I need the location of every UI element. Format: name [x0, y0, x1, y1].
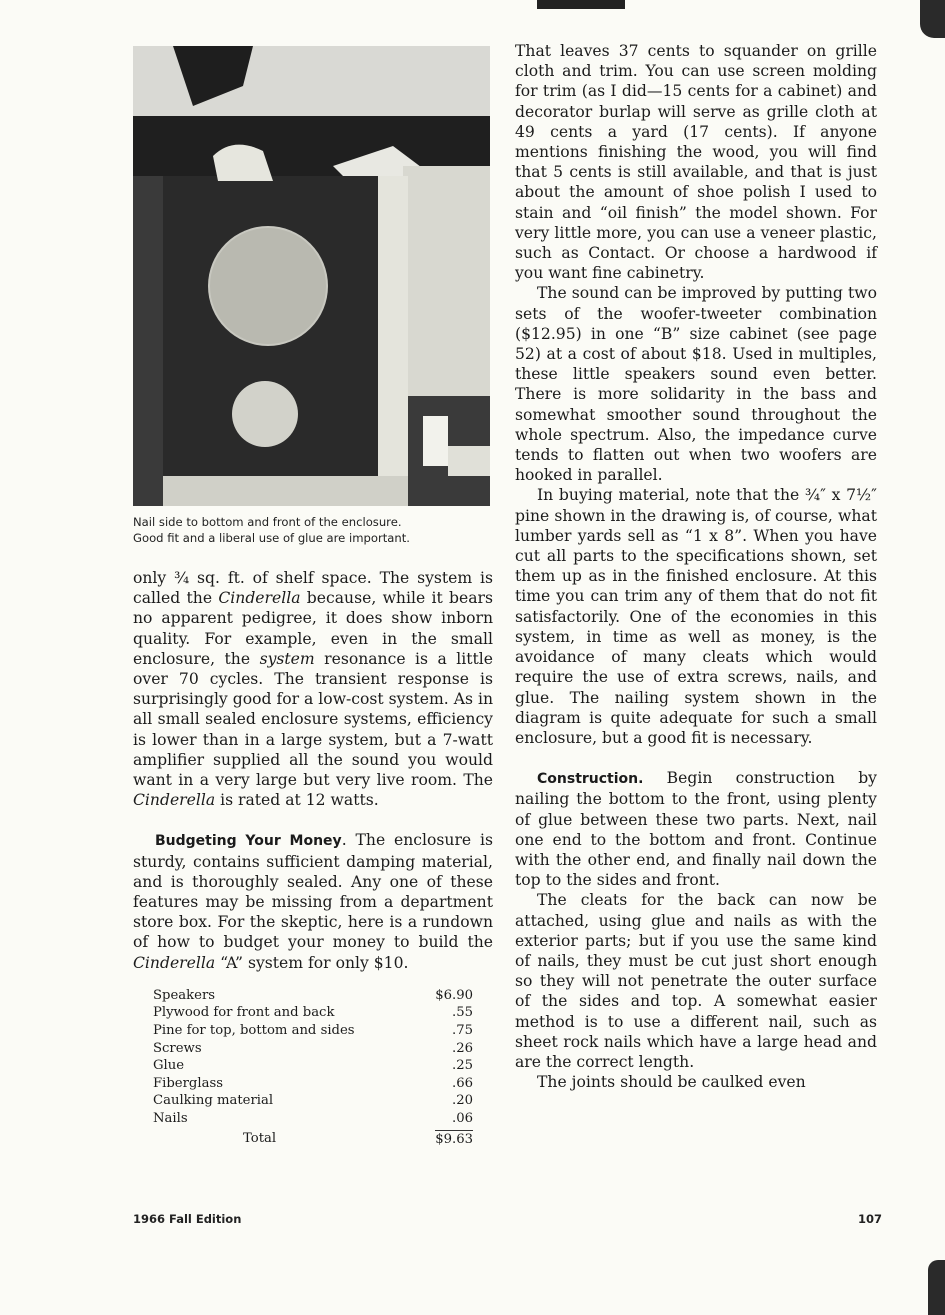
budget-row: Plywood for front and back .55 — [153, 1005, 473, 1021]
budgeting-paragraph: Budgeting Your Money. The enclosure is sturdy, contains sufficient damping material, and is thoroughly sealed. Any one of these features may be missing from a department store box. For the skeptic, here is a rundown of how to budget your money to build the Cinderella “A” system for only $10. — [133, 831, 493, 972]
speaker-enclosure-photo — [133, 46, 490, 506]
right-paragraph-6: The joints should be caulked even — [537, 1073, 806, 1092]
scan-smudge-top — [537, 0, 625, 9]
right-paragraph-2: The sound can be improved by putting two sets of the woofer-tweeter combination ($12.95) in one “B” size cabinet (see page 52) at a cost of about $18. Used in multiples, these little speakers sound even better. There is more solidarity in the bass and somewhat smoother sound throughout the whole spectrum. Also, the impedance curve tends to flatten out when two woofers are hooked in parallel. — [515, 284, 877, 485]
budget-row: Caulking material .20 — [153, 1093, 473, 1109]
construction-paragraph: Construction. Begin construction by nailing the bottom to the front, using plenty of glue between these two parts. Next, nail one end to the bottom and front. Continue with the other end, and finally nail down the top to the sides and front. — [515, 769, 877, 890]
budget-total-row — [153, 1130, 473, 1149]
right-paragraph-3: In buying material, note that the ¾″ x 7½″ pine shown in the drawing is, of course, what lumber yards sell as “1 x 8”. When you have cut all parts to the specifications shown, set them up as in the finished enclosure. At this time you can trim any of them that do not fit satisfactorily. One of the economies in this system, in time as well as money, is the avoidance of many cleats which would require the use of extra screws, nails, and glue. The nailing system shown in the diagram is quite adequate for such a small enclosure, but a good fit is necessary. — [515, 486, 877, 747]
caption-line-2: Good fit and a liberal use of glue are important. — [133, 531, 410, 545]
footer-page-number: 107 — [858, 1212, 883, 1226]
budget-total-label: Total — [243, 1130, 277, 1146]
scan-smudge-corner — [920, 0, 945, 38]
scan-smudge-bottom-corner — [928, 1260, 945, 1315]
budget-row: Pine for top, bottom and sides .75 — [153, 1023, 473, 1039]
right-paragraph-5: The cleats for the back can now be attached, using glue and nails as with the exterior parts; but if you use the same kind of nails, they must be cut just short enough so they will not penetrate the outer surface of the sides and top. A somewhat easier method is to use a different nail, such as sheet rock nails which have a large head and are the correct length. — [515, 891, 877, 1071]
budget-row: Speakers $6.90 — [153, 987, 473, 1003]
budget-table — [153, 987, 473, 1148]
budget-total-value: $9.63 — [435, 1131, 473, 1147]
budgeting-heading: Budgeting Your Money — [155, 833, 342, 850]
speaker-enclosure-photo-icon — [133, 46, 490, 506]
photo-caption — [133, 514, 498, 546]
left-column — [133, 568, 493, 1148]
caption-line-1: Nail side to bottom and front of the enclosure. — [133, 515, 402, 529]
budget-row: Glue .25 — [153, 1058, 473, 1074]
footer-edition: 1966 Fall Edition — [133, 1212, 242, 1226]
right-column — [515, 41, 877, 1092]
construction-heading: Construction. — [537, 771, 644, 788]
budget-row: Fiberglass .66 — [153, 1075, 473, 1091]
right-paragraph-1: That leaves 37 cents to squander on grille cloth and trim. You can use screen molding for trim (as I did—15 cents for a cabinet) and decorator burlap will serve as grille cloth at 49 cents a yard (17 cents). If anyone mentions finishing the wood, you will find that 5 cents is still available, and that is just about the amount of shoe polish I used to stain and “oil finish” the model shown. For very little more, you can use a veneer plastic, such as Contact. Or choose a hardwood if you want fine cabinetry. — [515, 42, 877, 283]
left-paragraph-1: only ¾ sq. ft. of shelf space. The system is called the Cinderella because, while it bears no apparent pedigree, it does show inborn quality. For example, even in the small enclosure, the system resonance is a little over 70 cycles. The transient response is surprisingly good for a low-cost system. As in all small sealed enclosure systems, efficiency is lower than in a large system, but a 7-watt amplifier supplied all the sound you would want in a very large but very live room. The Cinderella is rated at 12 watts. — [133, 569, 493, 810]
budget-row: Screws .26 — [153, 1040, 473, 1056]
budget-row: Nails .06 — [153, 1111, 473, 1127]
